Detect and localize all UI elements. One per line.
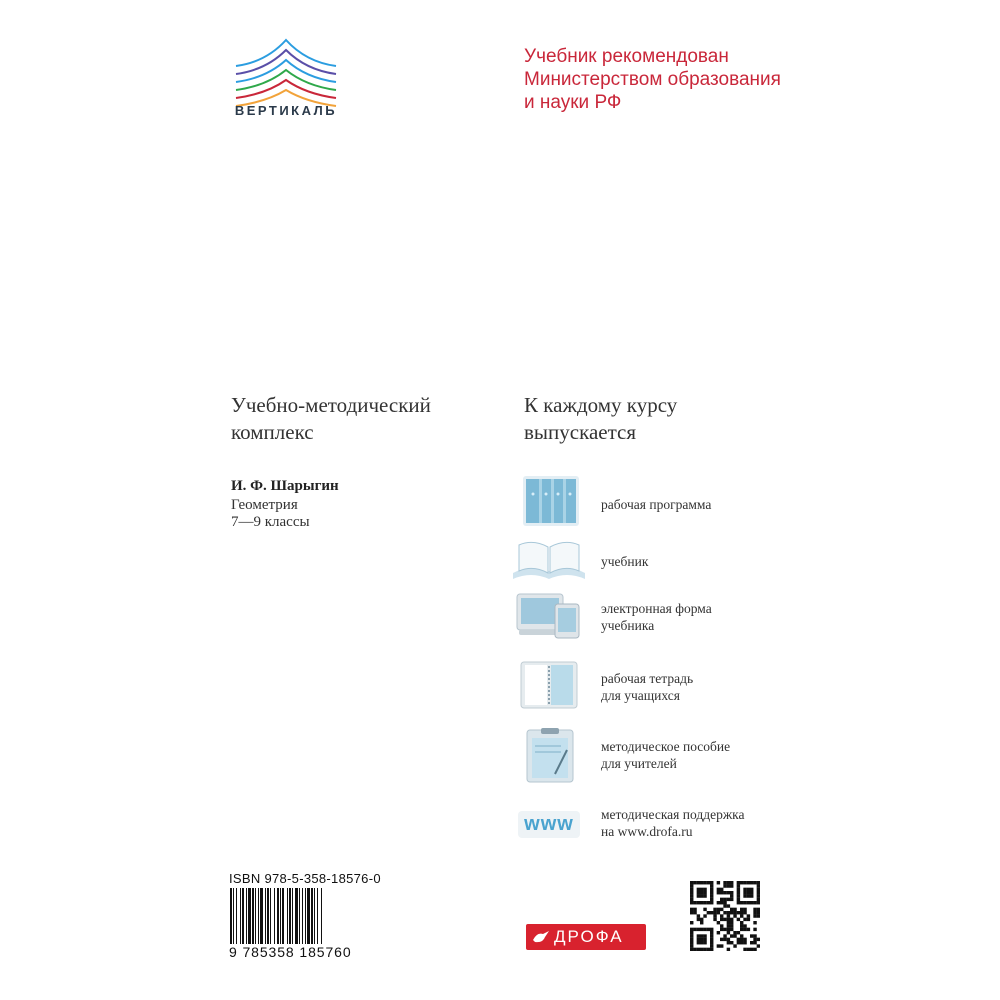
recommendation-text [524,45,781,114]
barcode [228,888,380,946]
publisher-name: ДРОФА [554,927,624,946]
www-icon-text: www [518,811,580,838]
barcode-digits: 9 785358 185760 [229,944,352,960]
umk-title-line: комплекс [231,420,314,444]
recommendation-line: и науки РФ [524,92,622,113]
isbn-text: ISBN 978-5-358-18576-0 [229,871,381,886]
course-item-line: для учащихся [601,688,680,703]
bird-icon [531,928,551,946]
course-item [511,796,771,852]
grades: 7—9 классы [231,514,310,530]
courses-title-line: выпускается [524,420,637,444]
recommendation-line: Учебник рекомендован [524,46,729,67]
course-item-label: рабочая программа [601,497,712,512]
course-item [511,590,771,646]
course-item-label: учебник [601,554,649,569]
clipboard-icon [511,728,587,784]
course-item-label [601,806,745,840]
course-item-line: электронная форма [601,601,712,616]
open-book-icon [511,533,587,589]
course-item-line: для учителей [601,756,677,771]
course-item-line: методическое пособие [601,739,731,754]
course-item-line: рабочая тетрадь [601,671,694,686]
course-item-line: учебника [601,618,655,633]
recommendation-line: Министерством образования [524,69,781,90]
umk-title [231,392,431,446]
umk-title-line: Учебно-методический [231,393,431,417]
course-item-line: методическая поддержка [601,807,745,822]
course-item-line: на www.drofa.ru [601,824,693,839]
notebook-icon [511,660,587,716]
author-name: И. Ф. Шарыгин [231,478,339,494]
course-item-label [601,670,693,704]
qr-code [690,881,760,951]
course-item [511,728,771,784]
course-item-label [601,738,730,772]
course-item [511,476,771,532]
binders-icon [511,476,587,532]
subject-info [231,497,310,531]
logo-text: ВЕРТИКАЛЬ [234,103,338,118]
devices-icon [511,590,587,646]
subject-name: Геометрия [231,497,298,513]
courses-title-line: К каждому курсу [524,393,678,417]
course-item [511,660,771,716]
course-item-label [601,600,712,634]
course-item [511,533,771,589]
www-icon [511,796,587,852]
courses-title [524,392,677,446]
